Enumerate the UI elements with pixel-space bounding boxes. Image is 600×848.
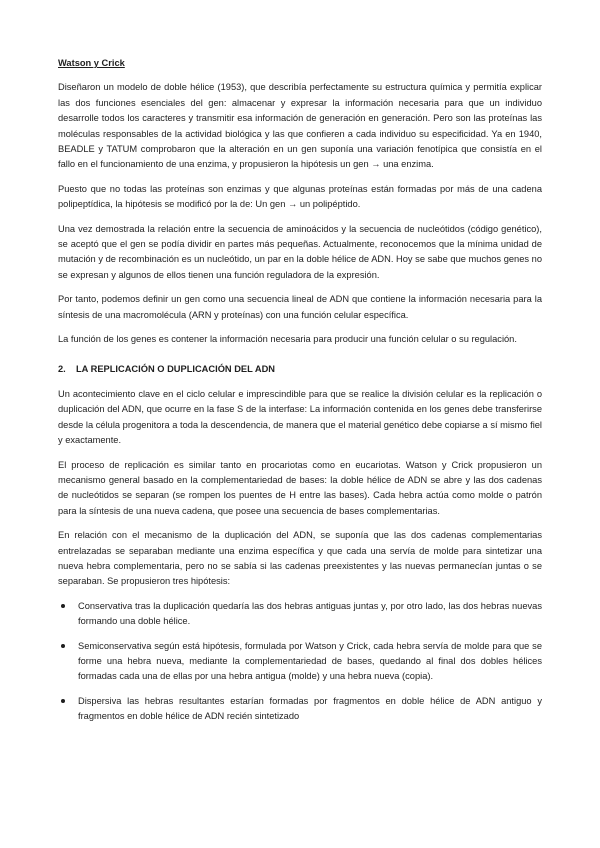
section-title: Watson y Crick: [58, 58, 125, 68]
paragraph: Puesto que no todas las proteínas son enzimas y que algunas proteínas están formadas por más de una cadena polipeptídica, la hipótesis se modificó por la de: Un gen → un polipéptido.: [58, 183, 542, 210]
paragraph: Diseñaron un modelo de doble hélice (1953), que describía perfectamente su estructura química y permitía explicar las dos funciones esenciales del gen: almacenar y expresar la información necesaria para que un individuo desarrolle todos los caracteres y transmitir esa información de generación en generación. Pero son las proteínas las moléculas responsables de la actividad biológica y las que confieren a cada individuo su especificidad. Ya en 1940, BEADLE y TATUM comprobaron que la alteración en un gen suponía una variación fenotípica que consistía en el fallo en el funcionamiento de una enzima, y propusieron la hipótesis un gen → una enzima.: [58, 82, 542, 170]
paragraph: Un acontecimiento clave en el ciclo celular e imprescindible para que se realice la división celular es la replicación o duplicación del ADN, que ocurre en la fase S de la interfase: La información contenida en los genes debe transferirse desde la célula progenitora a toda la descendencia, de manera que el material genético debe copiarse a sí mismo fiel y exactamente.: [58, 388, 542, 446]
list-item: [58, 639, 542, 685]
paragraph: Por tanto, podemos definir un gen como una secuencia lineal de ADN que contiene la información necesaria para la síntesis de una macromolécula (ARN y proteínas) con una función celular específica.: [58, 294, 542, 320]
paragraph: La función de los genes es contener la información necesaria para producir una función celular o su regulación.: [58, 334, 517, 345]
list-item-text: Dispersiva las hebras resultantes estarían formadas por fragmentos en doble hélice de ADN antiguo y fragmentos en doble hélice de ADN recién sintetizado: [78, 695, 542, 722]
paragraph: El proceso de replicación es similar tanto en procariotas como en eucariotas. Watson y Crick propusieron un mecanismo general basado en la complementariedad de bases: la doble hélice de ADN se abre y las dos cadenas de nucleótidos se separan (se rompen los puentes de H entre las bases). Cada hebra actúa como molde o patrón para la síntesis de una nueva cadena, que posee una secuencia de bases complementarias.: [58, 459, 542, 516]
paragraph: Una vez demostrada la relación entre la secuencia de aminoácidos y la secuencia de nucleótidos (código genético), se aceptó que el gen se podía dividir en partes más pequeñas. Actualmente, reconocemos que la mínima unidad de mutación y de recombinación es un nucleótido, un par en la doble hélice de ADN. Hoy se sabe que muchos genes no se expresan y algunos de ellos tienen una función reguladora de la expresión.: [58, 223, 542, 280]
list-item-text: Semiconservativa según está hipótesis, formulada por Watson y Crick, cada hebra servía de molde para que se forme una hebra nueva, mediante la complementariedad de bases, quedando al final dos dobles hélices formadas cada una de ellas por una hebra antigua (molde) y una hebra nueva (copia).: [78, 640, 542, 682]
paragraph: En relación con el mecanismo de la duplicación del ADN, se suponía que las dos cadenas complementarias entrelazadas se separaban mediante una enzima específica y que cada una servía de molde para sintetizar una nueva hebra complementaria, pero no se sabía si las cadenas preexistentes y las nuevas permanecían juntas o se separaban. Se propusieron tres hipótesis:: [58, 530, 542, 587]
bullet-icon: [61, 604, 65, 608]
bullet-icon: [61, 644, 65, 648]
bullet-icon: [61, 699, 65, 703]
hypotheses-list: [58, 599, 542, 725]
list-item: [58, 694, 542, 725]
list-item-text: Conservativa tras la duplicación quedaría las dos hebras antiguas juntas y, por otro lado, las dos hebras nuevas formando una doble hélice.: [78, 600, 542, 627]
section-heading: [58, 362, 542, 377]
list-item: [58, 599, 542, 630]
page-text: [58, 56, 542, 725]
section-heading-text: LA REPLICACIÓN O DUPLICACIÓN DEL ADN: [76, 363, 276, 374]
section-number: 2.: [58, 363, 66, 374]
